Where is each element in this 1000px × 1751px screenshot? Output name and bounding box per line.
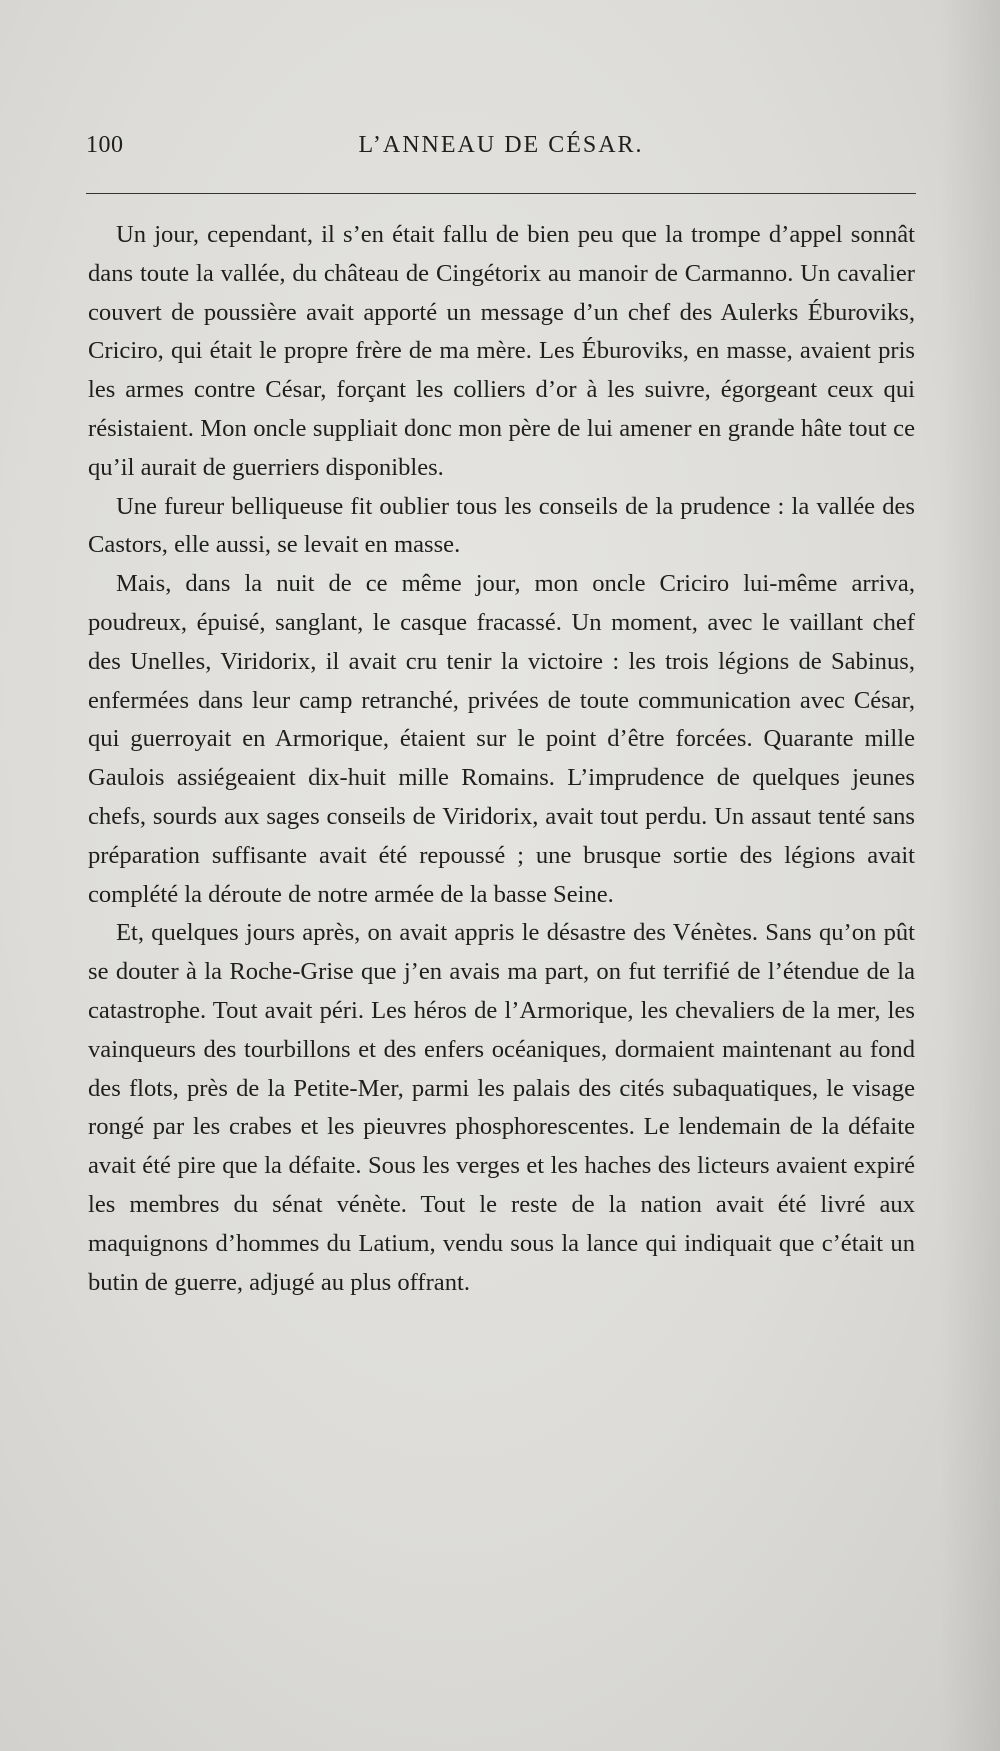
running-title: L’ANNEAU DE CÉSAR. bbox=[358, 132, 644, 158]
paragraph-2: Une fureur belliqueuse fit oublier tous les conseils de la prudence : la vallée des Castors, elle aussi, se levait en masse. bbox=[88, 492, 915, 559]
paragraph-4: Et, quelques jours après, on avait appris le désastre des Vénètes. Sans qu’on pût se douter à la Roche-Grise que j’en avais ma part, on fut terrifié de l’étendue de la catastrophe. Tout avait péri. Les héros de l’Armorique, les chevaliers de la mer, les vainqueurs des tourbillons et des enfers océaniques, dormaient maintenant au fond des flots, près de la Petite-Mer, parmi les palais des cités subaquatiques, le visage rongé par les crabes et les pieuvres phosphorescentes. Le lendemain de la défaite avait été pire que la défaite. Sous les verges et les haches des licteurs avaient expiré les membres du sénat vénète. Tout le reste de la nation avait été livré aux maquignons d’hommes du Latium, vendu sous la lance qui indiquait que c’était un butin de guerre, adjugé au plus offrant. bbox=[88, 919, 915, 1296]
page-header bbox=[86, 132, 916, 172]
paragraph-3: Mais, dans la nuit de ce même jour, mon oncle Criciro lui-même arriva, poudreux, épuisé, sanglant, le casque fracassé. Un moment, avec le vaillant chef des Unelles, Viridorix, il avait cru tenir la victoire : les trois légions de Sabinus, enfermées dans leur camp retranché, privées de toute communication avec César, qui guerroyait en Armorique, étaient sur le point d’être forcées. Quarante mille Gaulois assiégeaient dix-huit mille Romains. L’imprudence de quelques jeunes chefs, sourds aux sages conseils de Viridorix, avait tout perdu. Un assaut tenté sans préparation suffisante avait été repoussé ; une brusque sortie des légions avait complété la déroute de notre armée de la basse Seine. bbox=[88, 570, 915, 908]
header-rule bbox=[86, 193, 916, 194]
paragraph-1: Un jour, cependant, il s’en était fallu de bien peu que la trompe d’appel sonnât dans toute la vallée, du château de Cingétorix au manoir de Carmanno. Un cavalier couvert de poussière avait apporté un message d’un chef des Aulerks Éburoviks, Criciro, qui était le propre frère de ma mère. Les Éburoviks, en masse, avaient pris les armes contre César, forçant les colliers d’or à les suivre, égorgeant ceux qui résistaient. Mon oncle suppliait donc mon père de lui amener en grande hâte tout ce qu’il aurait de guerriers disponibles. bbox=[88, 221, 915, 481]
page-number: 100 bbox=[86, 132, 124, 158]
page-body bbox=[88, 216, 915, 1302]
